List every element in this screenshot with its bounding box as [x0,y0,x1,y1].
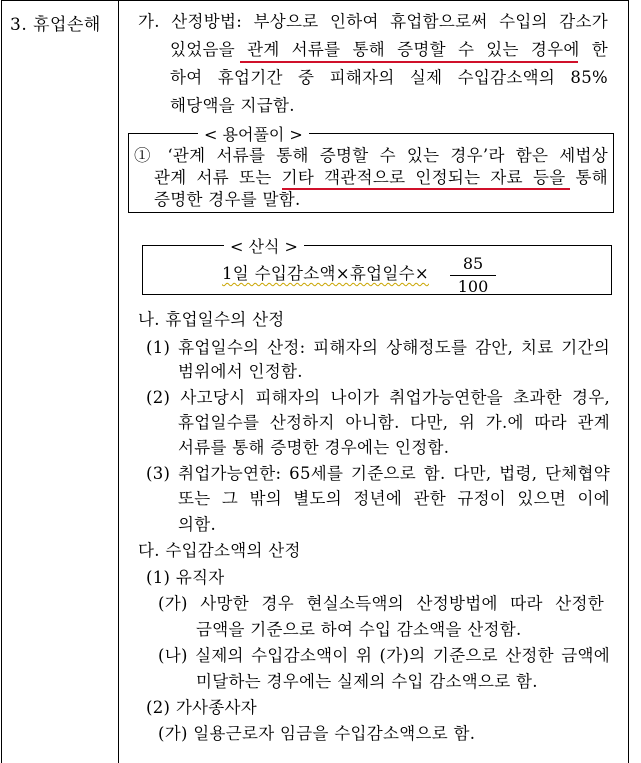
section-title: 3. 휴업손해 [10,15,101,35]
glossary-title: < 용어풀이 > [198,122,309,145]
glossary-line-1: ① ‘관계 서류를 통해 증명할 수 있는 경우’라 함은 세법상 [134,146,608,165]
formula-title: < 산식 > [224,234,304,257]
formula-lhs-text: 1일 수입감소액×휴업일수× [222,264,429,283]
fraction-numerator: 85 [462,254,484,273]
da-sub1-item-1b: 금액을 기준으로 하여 수입 감소액을 산정함. [196,620,522,639]
fraction-bar [450,275,496,276]
na-item-3: (3) 취업가능연한: 65세를 기준으로 함. 다만, 법령, 단체협약 [146,464,610,483]
ga-line-3: 하여 휴업기간 중 피해자의 실제 수입감소액의 85% [170,68,608,87]
glossary-line-2: 관계 서류 또는 기타 객관적으로 인정되는 자료 등을 통해 [154,168,608,187]
red-underline-glossary [282,188,570,190]
fraction-denominator: 100 [457,277,489,296]
da-sub1: (1) 유직자 [146,568,225,587]
da-sub2-item-1: (가) 일용근로자 임금을 수입감소액으로 함. [158,724,476,743]
ga-line-1: 가. 산정방법: 부상으로 인하여 휴업함으로써 수입의 감소가 [138,12,608,31]
na-item-3c: 의함. [178,515,217,534]
formula-lhs [222,264,429,284]
na-item-1: (1) 휴업일수의 산정: 피해자의 상해정도를 감안, 치료 기간의 [146,338,610,357]
na-item-2b: 휴업일수를 산정하지 아니함. 다만, 위 가.에 따라 관계 [178,413,610,432]
na-item-2: (2) 사고당시 피해자의 나이가 취업가능연한을 초과한 경우, [146,388,610,407]
ga-line-2: 있었음을 관계 서류를 통해 증명할 수 있는 경우에 한 [170,40,608,59]
da-sub1-item-2b: 미달하는 경우에는 실제의 수입 감소액으로 함. [196,672,538,691]
red-underline-ga [240,61,578,63]
column-divider [118,0,119,763]
da-sub2: (2) 가사종사자 [146,698,258,717]
glossary-line-3: 증명한 경우를 말함. [154,190,301,209]
na-heading: 나. 휴업일수의 산정 [138,310,285,329]
na-item-3b: 또는 그 밖의 별도의 정년에 관한 규정이 있으면 이에 [178,489,610,508]
da-sub1-item-2: (나) 실제의 수입감소액이 위 (가)의 기준으로 산정한 금액에 [158,646,610,665]
da-sub1-item-1: (가) 사망한 경우 현실소득액의 산정방법에 따라 산정한 [158,594,604,613]
na-item-2c: 서류를 통해 증명한 경우에는 인정함. [178,438,450,457]
ga-line-4: 해당액을 지급함. [170,96,295,115]
na-item-1b: 범위에서 인정함. [178,362,303,381]
da-heading: 다. 수입감소액의 산정 [138,541,301,560]
